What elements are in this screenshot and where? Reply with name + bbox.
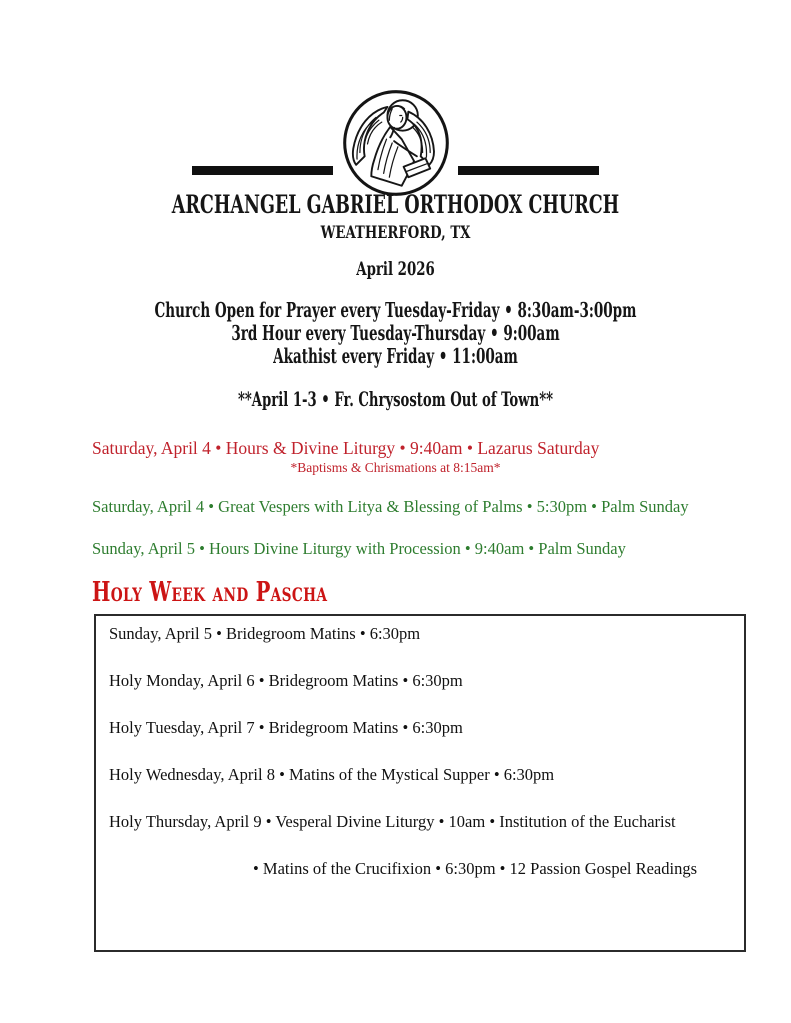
church-location: WEATHERFORD, TX (320, 223, 471, 242)
holy-week-heading: Holy Week and Pascha (92, 577, 328, 608)
holy-week-schedule-box (94, 614, 746, 952)
schedule-line-akathist: Akathist every Friday • 11:00am (273, 344, 518, 368)
schedule-line-third-hour: 3rd Hour every Tuesday-Thursday • 9:00am (231, 321, 560, 345)
church-name: ARCHANGEL GABRIEL ORTHODOX CHURCH (171, 190, 620, 219)
decorative-rule-left (192, 166, 333, 175)
event-lazarus-saturday: Saturday, April 4 • Hours & Divine Liturgy • 9:40am • Lazarus Saturday (92, 438, 600, 458)
out-of-town-notice: **April 1-3 • Fr. Chrysostom Out of Town** (237, 387, 554, 411)
holy-week-item: Holy Tuesday, April 7 • Bridegroom Matins • 6:30pm (109, 718, 463, 737)
event-palm-sunday-liturgy: Sunday, April 5 • Hours Divine Liturgy with Procession • 9:40am • Palm Sunday (92, 539, 626, 558)
holy-week-item: Holy Wednesday, April 8 • Matins of the Mystical Supper • 6:30pm (109, 765, 555, 784)
event-baptisms-note: *Baptisms & Chrismations at 8:15am* (290, 460, 501, 475)
decorative-rule-right (458, 166, 599, 175)
schedule-line-open-hours: Church Open for Prayer every Tuesday-Friday • 8:30am-3:00pm (154, 298, 637, 322)
month-title: April 2026 (356, 259, 435, 280)
holy-week-item: Holy Thursday, April 9 • Vesperal Divine Liturgy • 10am • Institution of the Eucharist (109, 812, 676, 831)
archangel-gabriel-icon (339, 86, 453, 200)
holy-week-item-continuation: • Matins of the Crucifixion • 6:30pm • 12 Passion Gospel Readings (253, 859, 698, 878)
holy-week-item: Holy Monday, April 6 • Bridegroom Matins • 6:30pm (109, 671, 463, 690)
holy-week-item: Sunday, April 5 • Bridegroom Matins • 6:30pm (109, 624, 421, 643)
event-palm-sunday-vespers: Saturday, April 4 • Great Vespers with Litya & Blessing of Palms • 5:30pm • Palm Sunday (92, 497, 689, 516)
